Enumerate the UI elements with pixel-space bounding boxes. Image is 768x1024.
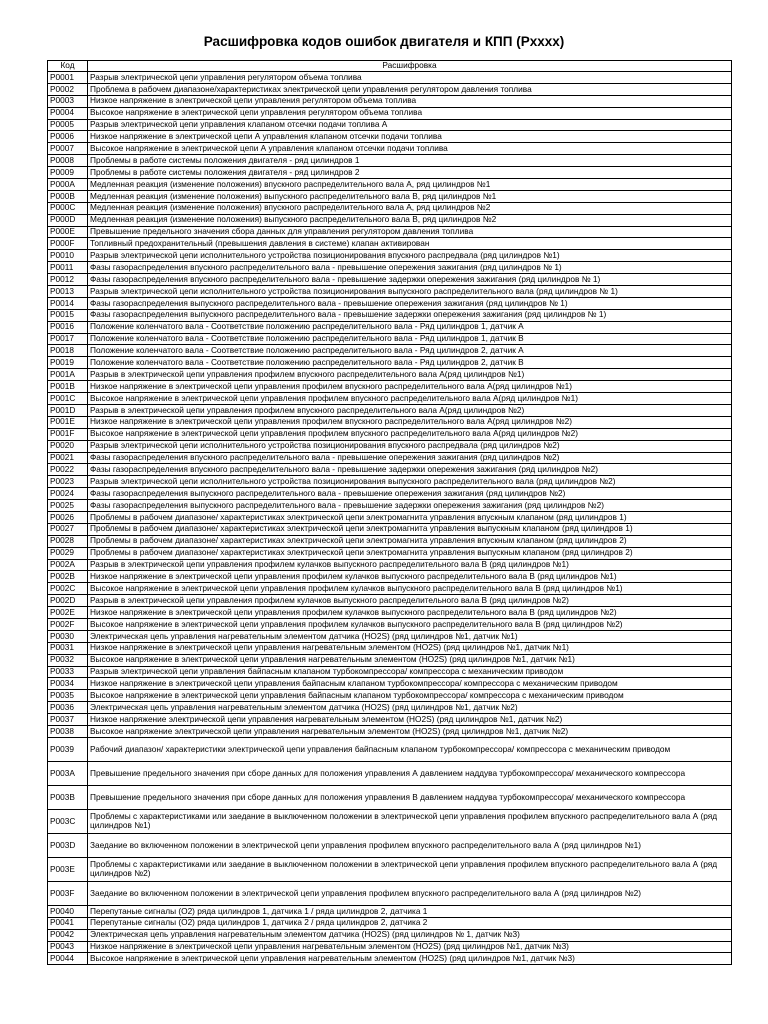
error-code-cell: P002C: [48, 583, 88, 595]
table-row: [48, 428, 732, 440]
error-description-cell: Электрическая цепь управления нагревательным элементом датчика (HO2S) (ряд цилиндров № 1, датчик №3): [88, 929, 732, 941]
error-description-cell: Заедание во включенном положении в электрической цепи управления профилем впускного распределительного вала А (ряд цилиндров №2): [88, 881, 732, 905]
error-code-cell: P0002: [48, 83, 88, 95]
error-code-cell: P0014: [48, 297, 88, 309]
table-row: [48, 143, 732, 155]
error-code-cell: P0037: [48, 714, 88, 726]
error-code-cell: P0026: [48, 511, 88, 523]
error-code-cell: P001E: [48, 416, 88, 428]
table-row: [48, 857, 732, 881]
error-code-cell: P0039: [48, 737, 88, 761]
error-code-cell: P001F: [48, 428, 88, 440]
error-code-cell: P0040: [48, 905, 88, 917]
error-description-cell: Высокое напряжение в электрической цепи управления профилем кулачков выпускного распределительного вала В (ряд цилиндров №1): [88, 583, 732, 595]
error-description-cell: Проблемы в рабочем диапазоне/ характеристиках электрической цепи электромагнита управления впускным клапаном (ряд цилиндров 2): [88, 535, 732, 547]
error-description-cell: Фазы газораспределения впускного распределительного вала - превышение опережения зажигания (ряд цилиндров №2): [88, 452, 732, 464]
table-row: [48, 238, 732, 250]
error-code-cell: P0008: [48, 155, 88, 167]
table-row: [48, 833, 732, 857]
table-row: [48, 583, 732, 595]
table-row: [48, 941, 732, 953]
error-description-cell: Высокое напряжение электрической цепи управления нагревательным элементом (HO2S) (ряд цилиндров №1, датчик №2): [88, 725, 732, 737]
error-description-cell: Перепутаные сигналы (O2) ряда цилиндров 1, датчика 2 / ряда цилиндров 2, датчика 2: [88, 917, 732, 929]
table-row: [48, 226, 732, 238]
table-row: [48, 714, 732, 726]
error-code-cell: P0004: [48, 107, 88, 119]
error-code-cell: P003C: [48, 809, 88, 833]
error-description-cell: Разрыв электрической цепи исполнительного устройства позиционирования впускного распредвала (ряд цилиндров №2): [88, 440, 732, 452]
error-code-cell: P0007: [48, 143, 88, 155]
error-code-cell: P0020: [48, 440, 88, 452]
table-row: [48, 559, 732, 571]
table-row: [48, 881, 732, 905]
error-code-cell: P0023: [48, 476, 88, 488]
error-description-cell: Проблема в рабочем диапазоне/характеристиках электрической цепи управления регулятором давления топлива: [88, 83, 732, 95]
error-code-cell: P0043: [48, 941, 88, 953]
table-row: [48, 333, 732, 345]
table-row: [48, 678, 732, 690]
error-description-cell: Проблемы с характеристиками или заедание в выключенном положении в электрической цепи управления профилем впускного распределительного вала А (ряд цилиндров №2): [88, 857, 732, 881]
error-description-cell: Высокое напряжение в электрической цепи управления нагревательным элементом (HO2S) (ряд цилиндров №1, датчик №1): [88, 654, 732, 666]
error-description-cell: Превышение предельного значения сбора данных для управления регулятором давления топлива: [88, 226, 732, 238]
table-row: [48, 571, 732, 583]
error-description-cell: Высокое напряжение в электрической цепи управления регулятором объема топлива: [88, 107, 732, 119]
error-description-cell: Разрыв в электрической цепи управления профилем впускного распределительного вала А(ряд цилиндров №2): [88, 404, 732, 416]
table-row: [48, 785, 732, 809]
error-code-cell: P002A: [48, 559, 88, 571]
table-row: [48, 119, 732, 131]
error-description-cell: Фазы газораспределения выпускного распределительного вала - превышение задержки опережения зажигания (ряд цилиндров № 1): [88, 309, 732, 321]
table-row: [48, 440, 732, 452]
error-description-cell: Разрыв в электрической цепи управления профилем впускного распределительного вала А(ряд цилиндров №1): [88, 369, 732, 381]
error-code-cell: P0006: [48, 131, 88, 143]
table-row: [48, 131, 732, 143]
table-row: [48, 179, 732, 191]
error-description-cell: Разрыв электрической цепи управления регулятором объема топлива: [88, 72, 732, 84]
table-row: [48, 274, 732, 286]
table-row: [48, 618, 732, 630]
table-row: [48, 737, 732, 761]
error-description-cell: Разрыв в электрической цепи управления профилем кулачков выпускного распределительного вала В (ряд цилиндров №1): [88, 559, 732, 571]
table-row: [48, 72, 732, 84]
column-header-code: Код: [48, 61, 88, 72]
table-row: [48, 595, 732, 607]
table-row: [48, 95, 732, 107]
error-code-cell: P0035: [48, 690, 88, 702]
error-description-cell: Рабочий диапазон/ характеристики электрической цепи управления байпасным клапаном турбокомпрессора/ компрессора с механическим приводом: [88, 737, 732, 761]
error-description-cell: Низкое напряжение в электрической цепи управления байпасным клапаном турбокомпрессора/ компрессора с механическим приводом: [88, 678, 732, 690]
error-description-cell: Проблемы в рабочем диапазоне/ характеристиках электрической цепи электромагнита управления впускным клапаном (ряд цилиндров 1): [88, 511, 732, 523]
error-description-cell: Разрыв электрической цепи управления байпасным клапаном турбокомпрессора/ компрессора с механическим приводом: [88, 666, 732, 678]
error-code-cell: P0022: [48, 464, 88, 476]
table-row: [48, 476, 732, 488]
table-row: [48, 404, 732, 416]
error-code-cell: P0018: [48, 345, 88, 357]
table-row: [48, 309, 732, 321]
error-code-cell: P0012: [48, 274, 88, 286]
error-description-cell: Низкое напряжение в электрической цепи управления профилем кулачков выпускного распределительного вала В (ряд цилиндров №1): [88, 571, 732, 583]
table-row: [48, 929, 732, 941]
error-code-cell: P000E: [48, 226, 88, 238]
error-code-cell: P003E: [48, 857, 88, 881]
error-description-cell: Разрыв электрической цепи управления клапаном отсечки подачи топлива А: [88, 119, 732, 131]
error-code-cell: P0009: [48, 167, 88, 179]
table-row: [48, 369, 732, 381]
column-header-description: Расшифровка: [88, 61, 732, 72]
error-description-cell: Электрическая цепь управления нагревательным элементом датчика (HO2S) (ряд цилиндров №1, датчик №2): [88, 702, 732, 714]
error-description-cell: Электрическая цепь управления нагревательным элементом датчика (HO2S) (ряд цилиндров №1, датчик №1): [88, 630, 732, 642]
table-row: [48, 357, 732, 369]
error-description-cell: Проблемы с характеристиками или заедание в выключенном положении в электрической цепи управления профилем впускного распределительного вала А (ряд цилиндров №1): [88, 809, 732, 833]
error-code-cell: P0025: [48, 500, 88, 512]
table-row: [48, 452, 732, 464]
error-code-cell: P000B: [48, 190, 88, 202]
error-code-cell: P0024: [48, 488, 88, 500]
error-description-cell: Высокое напряжение в электрической цепи А управления клапаном отсечки подачи топлива: [88, 143, 732, 155]
error-description-cell: Проблемы в работе системы положения двигателя - ряд цилиндров 1: [88, 155, 732, 167]
error-codes-table: [47, 60, 732, 965]
error-description-cell: Разрыв в электрической цепи управления профилем кулачков выпускного распределительного вала В (ряд цилиндров №2): [88, 595, 732, 607]
error-description-cell: Низкое напряжение в электрической цепи управления нагревательным элементом (HO2S) (ряд цилиндров №1, датчик №3): [88, 941, 732, 953]
error-description-cell: Проблемы в рабочем диапазоне/ характеристиках электрической цепи электромагнита управления выпускным клапаном (ряд цилиндров 1): [88, 523, 732, 535]
error-code-cell: P003F: [48, 881, 88, 905]
error-description-cell: Медленная реакция (изменение положения) впускного распределительного вала А, ряд цилиндров №1: [88, 179, 732, 191]
error-code-cell: P001C: [48, 393, 88, 405]
error-code-cell: P000A: [48, 179, 88, 191]
table-row: [48, 630, 732, 642]
table-row: [48, 702, 732, 714]
error-description-cell: Высокое напряжение в электрической цепи управления профилем кулачков выпускного распределительного вала В (ряд цилиндров №2): [88, 618, 732, 630]
error-description-cell: Медленная реакция (изменение положения) выпускного распределительного вала В, ряд цилиндров №1: [88, 190, 732, 202]
error-code-cell: P0041: [48, 917, 88, 929]
table-row: [48, 83, 732, 95]
error-code-cell: P0032: [48, 654, 88, 666]
error-code-cell: P001B: [48, 381, 88, 393]
error-description-cell: Разрыв электрической цепи исполнительного устройства позиционирования выпускного распределительного вала (ряд цилиндров № 1): [88, 286, 732, 298]
table-row: [48, 666, 732, 678]
table-row: [48, 190, 732, 202]
table-row: [48, 202, 732, 214]
error-description-cell: Низкое напряжение электрической цепи управления нагревательным элементом (HO2S) (ряд цилиндров №1, датчик №2): [88, 714, 732, 726]
table-row: [48, 381, 732, 393]
error-code-cell: P003A: [48, 761, 88, 785]
error-description-cell: Низкое напряжение в электрической цепи управления нагревательным элементом (HO2S) (ряд цилиндров №1, датчик №1): [88, 642, 732, 654]
error-description-cell: Высокое напряжение в электрической цепи управления нагревательным элементом (HO2S) (ряд цилиндров №1, датчик №3): [88, 953, 732, 965]
error-code-cell: P002D: [48, 595, 88, 607]
table-row: [48, 809, 732, 833]
table-row: [48, 464, 732, 476]
table-row: [48, 286, 732, 298]
error-description-cell: Фазы газораспределения впускного распределительного вала - превышение опережения зажигания (ряд цилиндров № 1): [88, 262, 732, 274]
error-code-cell: P0038: [48, 725, 88, 737]
error-description-cell: Низкое напряжение в электрической цепи управления профилем впускного распределительного вала А(ряд цилиндров №1): [88, 381, 732, 393]
table-row: [48, 262, 732, 274]
error-code-cell: P0003: [48, 95, 88, 107]
error-description-cell: Высокое напряжение в электрической цепи управления профилем впускного распределительного вала А(ряд цилиндров №1): [88, 393, 732, 405]
table-body: [48, 72, 732, 965]
error-code-cell: P002F: [48, 618, 88, 630]
error-code-cell: P0017: [48, 333, 88, 345]
error-code-cell: P0001: [48, 72, 88, 84]
error-description-cell: Низкое напряжение в электрической цепи А управления клапаном отсечки подачи топлива: [88, 131, 732, 143]
table-row: [48, 607, 732, 619]
error-description-cell: Фазы газораспределения впускного распределительного вала - превышение задержки опережения зажигания (ряд цилиндров №2): [88, 464, 732, 476]
error-code-cell: P000C: [48, 202, 88, 214]
table-row: [48, 488, 732, 500]
error-description-cell: Низкое напряжение в электрической цепи управления профилем кулачков выпускного распределительного вала В (ряд цилиндров №2): [88, 607, 732, 619]
error-description-cell: Фазы газораспределения впускного распределительного вала - превышение задержки опережения зажигания (ряд цилиндров № 1): [88, 274, 732, 286]
table-row: [48, 523, 732, 535]
table-row: [48, 642, 732, 654]
table-row: [48, 155, 732, 167]
error-code-cell: P001D: [48, 404, 88, 416]
error-code-cell: P0031: [48, 642, 88, 654]
table-row: [48, 654, 732, 666]
error-description-cell: Проблемы в работе системы положения двигателя - ряд цилиндров 2: [88, 167, 732, 179]
table-row: [48, 321, 732, 333]
error-description-cell: Топливный предохранительный (превышения давления в системе) клапан активирован: [88, 238, 732, 250]
table-row: [48, 535, 732, 547]
table-row: [48, 547, 732, 559]
error-code-cell: P001A: [48, 369, 88, 381]
error-description-cell: Положение коленчатого вала - Соответствие положению распределительного вала - Ряд цилиндров 2, датчик А: [88, 345, 732, 357]
table-row: [48, 905, 732, 917]
table-row: [48, 690, 732, 702]
error-code-cell: P0044: [48, 953, 88, 965]
error-description-cell: Разрыв электрической цепи исполнительного устройства позиционирования впускного распредвала (ряд цилиндров №1): [88, 250, 732, 262]
table-row: [48, 107, 732, 119]
error-code-cell: P0013: [48, 286, 88, 298]
error-code-cell: P0021: [48, 452, 88, 464]
error-description-cell: Фазы газораспределения выпускного распределительного вала - превышение опережения зажигания (ряд цилиндров №2): [88, 488, 732, 500]
error-description-cell: Превышение предельного значения при сборе данных для положения управления В давлением наддува турбокомпрессора/ механического компрессора: [88, 785, 732, 809]
table-row: [48, 297, 732, 309]
table-row: [48, 953, 732, 965]
error-code-cell: P000D: [48, 214, 88, 226]
error-description-cell: Фазы газораспределения выпускного распределительного вала - превышение задержки опережения зажигания (ряд цилиндров №2): [88, 500, 732, 512]
table-row: [48, 393, 732, 405]
error-code-cell: P0036: [48, 702, 88, 714]
table-row: [48, 167, 732, 179]
error-description-cell: Медленная реакция (изменение положения) выпускного распределительного вала В, ряд цилиндров №2: [88, 214, 732, 226]
error-code-cell: P000F: [48, 238, 88, 250]
error-description-cell: Разрыв электрической цепи исполнительного устройства позиционирования выпускного распределительного вала (ряд цилиндров №2): [88, 476, 732, 488]
error-code-cell: P003B: [48, 785, 88, 809]
table-header-row: [48, 61, 732, 72]
error-description-cell: Положение коленчатого вала - Соответствие положению распределительного вала - Ряд цилиндров 1, датчик А: [88, 321, 732, 333]
error-description-cell: Высокое напряжение в электрической цепи управления байпасным клапаном турбокомпрессора/ компрессора с механическим приводом: [88, 690, 732, 702]
error-description-cell: Высокое напряжение в электрической цепи управления профилем впускного распределительного вала А(ряд цилиндров №2): [88, 428, 732, 440]
error-description-cell: Положение коленчатого вала - Соответствие положению распределительного вала - Ряд цилиндров 1, датчик В: [88, 333, 732, 345]
table-row: [48, 416, 732, 428]
error-code-cell: P0010: [48, 250, 88, 262]
error-description-cell: Положение коленчатого вала - Соответствие положению распределительного вала - Ряд цилиндров 2, датчик В: [88, 357, 732, 369]
error-description-cell: Медленная реакция (изменение положения) впускного распределительного вала А, ряд цилиндров №2: [88, 202, 732, 214]
table-row: [48, 345, 732, 357]
error-description-cell: Низкое напряжение в электрической цепи управления регулятором объема топлива: [88, 95, 732, 107]
error-description-cell: Фазы газораспределения выпускного распределительного вала - превышение опережения зажигания (ряд цилиндров № 1): [88, 297, 732, 309]
error-code-cell: P003D: [48, 833, 88, 857]
error-code-cell: P002E: [48, 607, 88, 619]
error-code-cell: P0028: [48, 535, 88, 547]
table-row: [48, 725, 732, 737]
error-code-cell: P0005: [48, 119, 88, 131]
table-row: [48, 500, 732, 512]
error-code-cell: P0034: [48, 678, 88, 690]
error-description-cell: Проблемы в рабочем диапазоне/ характеристиках электрической цепи электромагнита управления выпускным клапаном (ряд цилиндров 2): [88, 547, 732, 559]
error-code-cell: P0042: [48, 929, 88, 941]
table-row: [48, 917, 732, 929]
error-code-cell: P0016: [48, 321, 88, 333]
error-code-cell: P002B: [48, 571, 88, 583]
error-description-cell: Низкое напряжение в электрической цепи управления профилем впускного распределительного вала А(ряд цилиндров №2): [88, 416, 732, 428]
error-code-cell: P0015: [48, 309, 88, 321]
error-code-cell: P0019: [48, 357, 88, 369]
error-code-cell: P0029: [48, 547, 88, 559]
error-description-cell: Заедание во включенном положении в электрической цепи управления профилем впускного распределительного вала А (ряд цилиндров №1): [88, 833, 732, 857]
error-description-cell: Превышение предельного значения при сборе данных для положения управления А давлением наддува турбокомпрессора/ механического компрессора: [88, 761, 732, 785]
table-row: [48, 511, 732, 523]
table-row: [48, 761, 732, 785]
error-description-cell: Перепутаные сигналы (O2) ряда цилиндров 1, датчика 1 / ряда цилиндров 2, датчика 1: [88, 905, 732, 917]
error-code-cell: P0027: [48, 523, 88, 535]
page-title: Расшифровка кодов ошибок двигателя и КПП (Pxxxx): [203, 34, 565, 49]
table-row: [48, 214, 732, 226]
table-row: [48, 250, 732, 262]
error-code-cell: P0030: [48, 630, 88, 642]
error-code-cell: P0033: [48, 666, 88, 678]
error-code-cell: P0011: [48, 262, 88, 274]
